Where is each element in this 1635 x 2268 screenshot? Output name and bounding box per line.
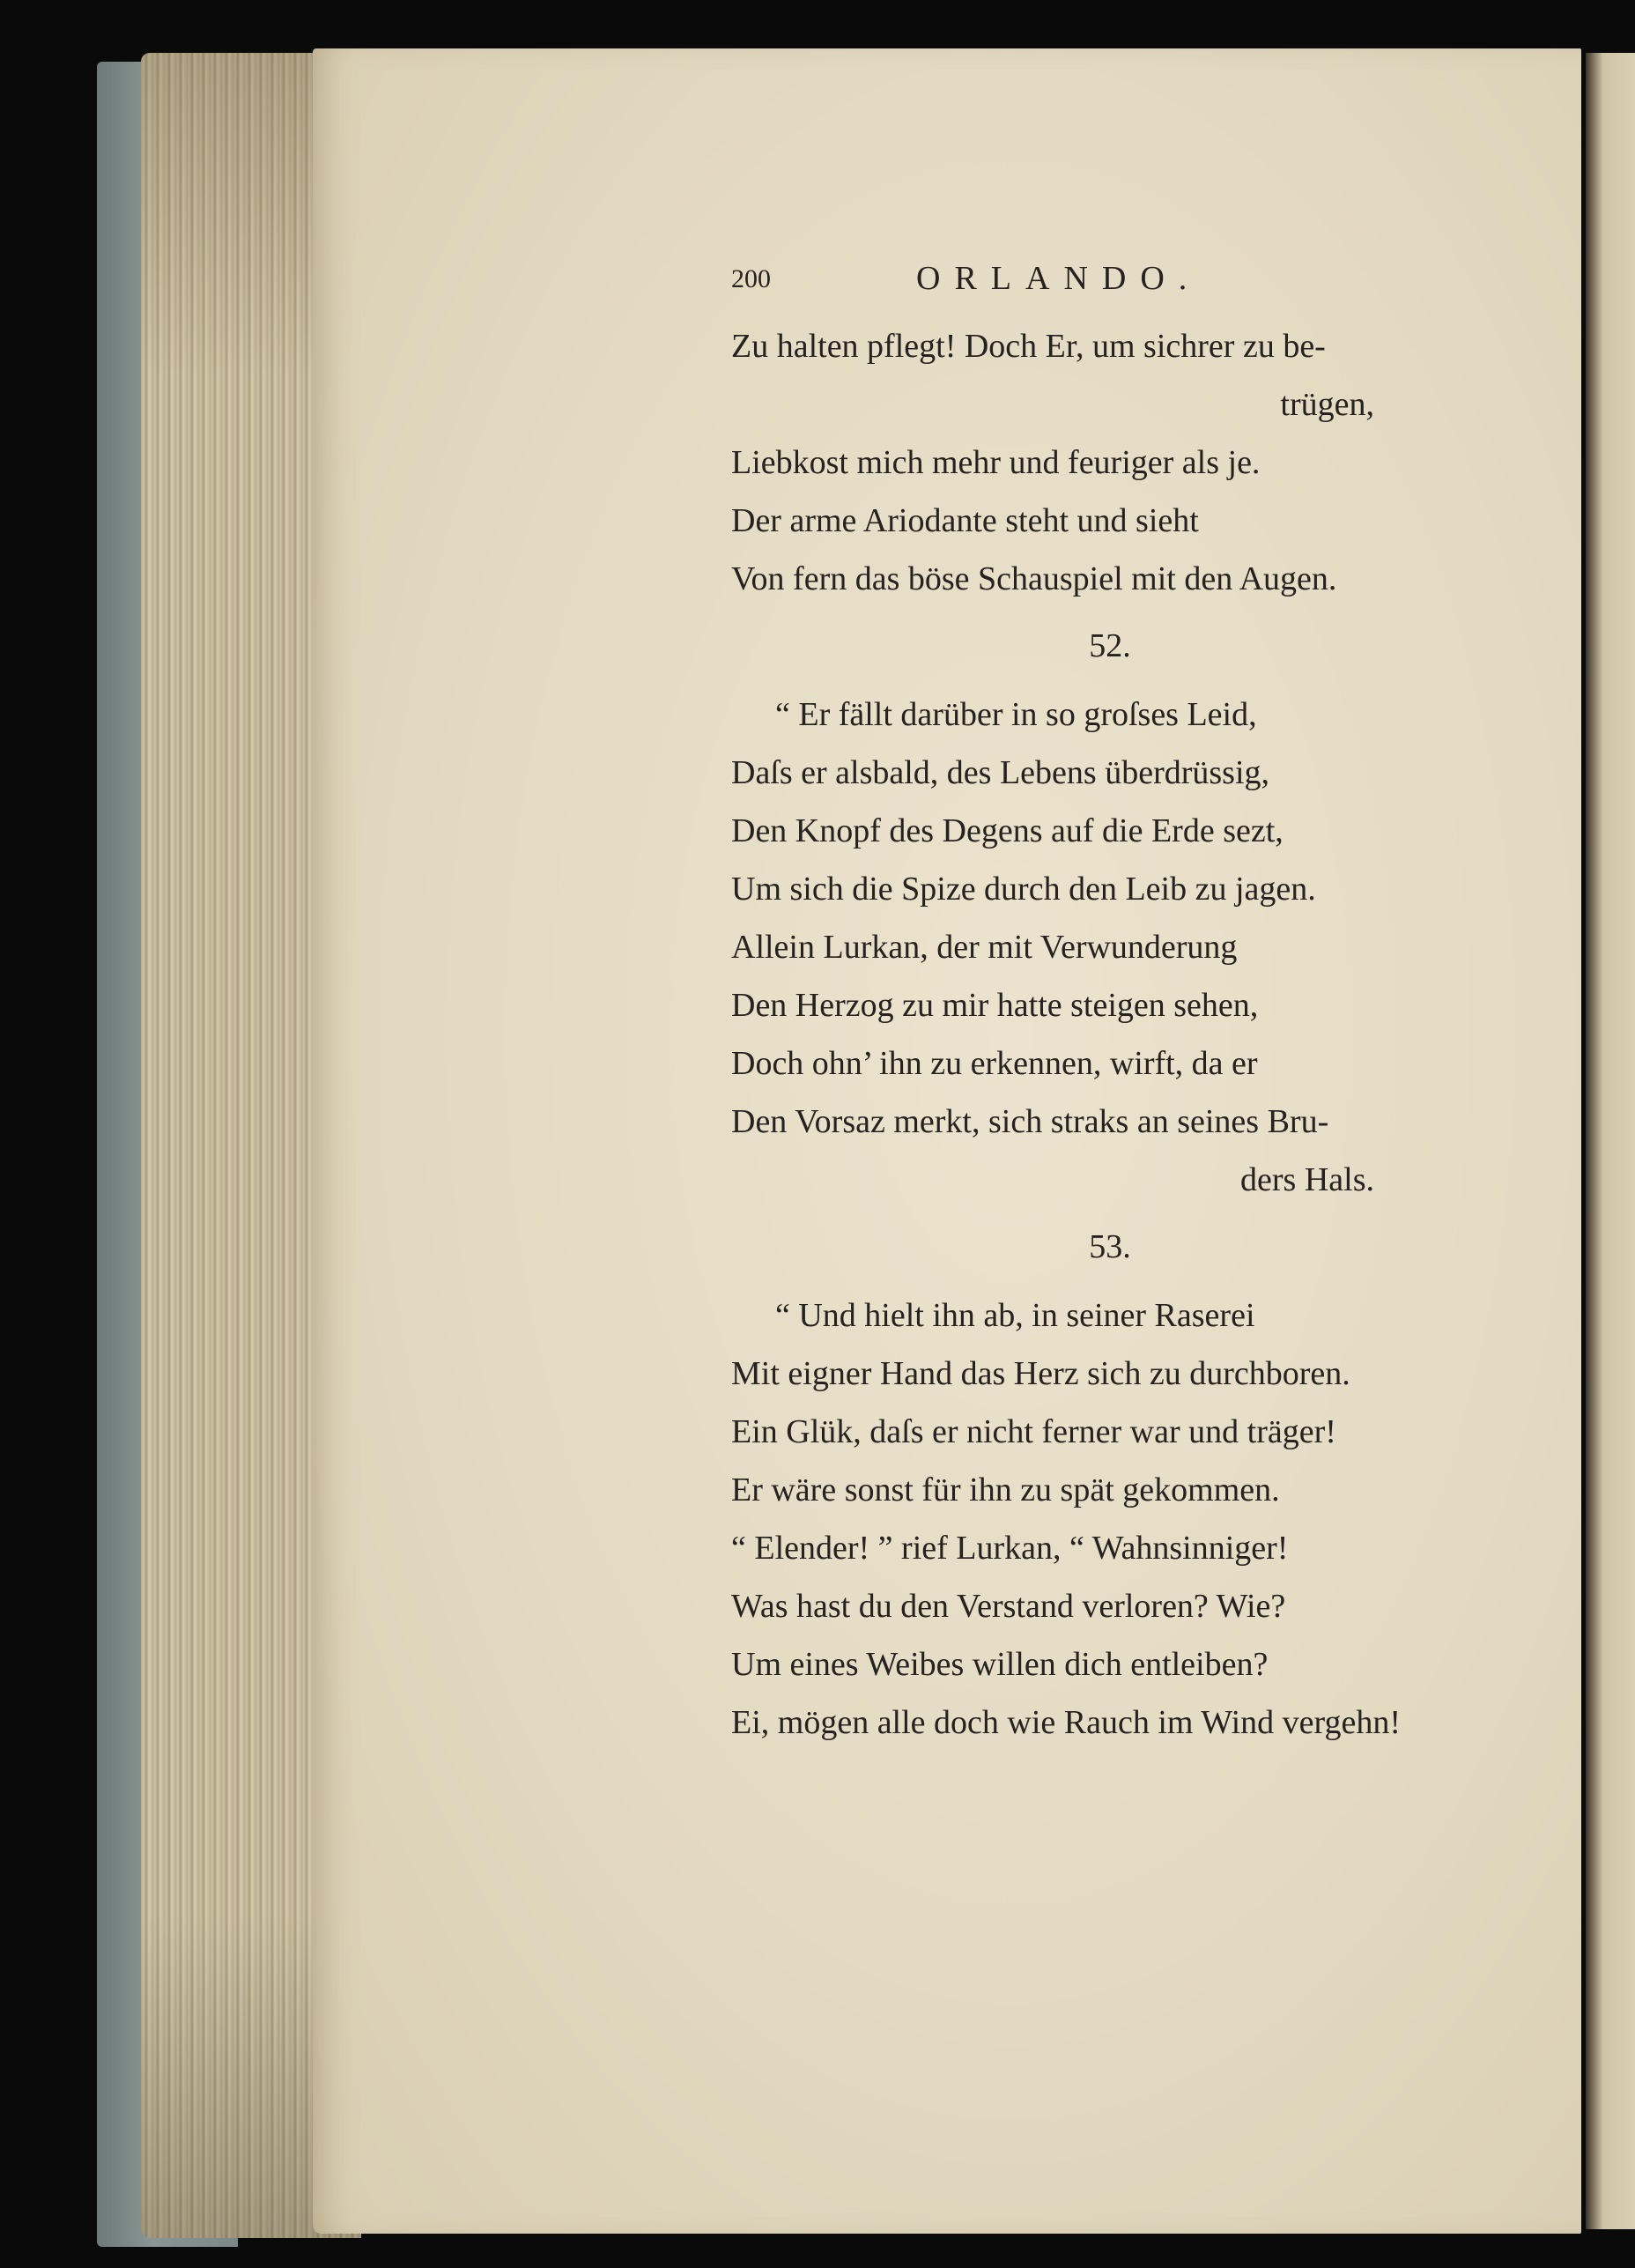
verse-line: Den Knopf des Degens auf die Erde sezt,: [731, 812, 1284, 849]
verse-line: “ Er fällt darüber in so groſses Leid,: [775, 696, 1257, 733]
verse-line: Zu halten pflegt! Doch Er, um sichrer zu be-: [731, 328, 1326, 365]
stanza-number: 53.: [1089, 1228, 1131, 1265]
verse-line: Um eines Weibes willen dich entleiben?: [731, 1646, 1269, 1683]
verse-line: “ Und hielt ihn ab, in seiner Raserei: [775, 1297, 1255, 1334]
verse-line: ders Hals.: [1240, 1161, 1374, 1198]
page-number: 200: [731, 264, 771, 293]
verse-line: Ei, mögen alle doch wie Rauch im Wind vergehn!: [731, 1704, 1402, 1741]
verse-line: Doch ohn’ ihn zu erkennen, wirft, da er: [731, 1045, 1258, 1082]
verse-line: Der arme Ariodante steht und sieht: [731, 502, 1199, 539]
facing-page-edge: [1586, 53, 1635, 2229]
stanza-number: 52.: [1089, 627, 1131, 664]
verse-line: Liebkost mich mehr und feuriger als je.: [731, 444, 1261, 481]
verse-line: Er wäre sonst für ihn zu spät gekommen.: [731, 1471, 1280, 1508]
text-body: [731, 317, 1489, 1752]
verse-line: Von fern das böse Schauspiel mit den Augen.: [731, 560, 1337, 597]
running-head: [731, 260, 1489, 317]
verse-line: Was hast du den Verstand verloren? Wie?: [731, 1588, 1286, 1625]
verse-line: “ Elender! ” rief Lurkan, “ Wahnsinniger!: [731, 1530, 1289, 1567]
verse-line: Daſs er alsbald, des Lebens überdrüssig,: [731, 754, 1270, 791]
running-title: ORLANDO.: [916, 260, 1202, 297]
verse-line: trügen,: [1280, 386, 1374, 423]
verse-line: Ein Glük, daſs er nicht ferner war und träger!: [731, 1413, 1336, 1450]
verse-line: Allein Lurkan, der mit Verwunderung: [731, 929, 1238, 966]
verse-line: Mit eigner Hand das Herz sich zu durchboren.: [731, 1355, 1350, 1392]
verse-line: Den Herzog zu mir hatte steigen sehen,: [731, 987, 1259, 1024]
verse-line: Den Vorsaz merkt, sich straks an seines Bru-: [731, 1103, 1329, 1140]
verse-line: Um sich die Spize durch den Leib zu jagen.: [731, 871, 1316, 908]
page-text: [731, 260, 1489, 1752]
